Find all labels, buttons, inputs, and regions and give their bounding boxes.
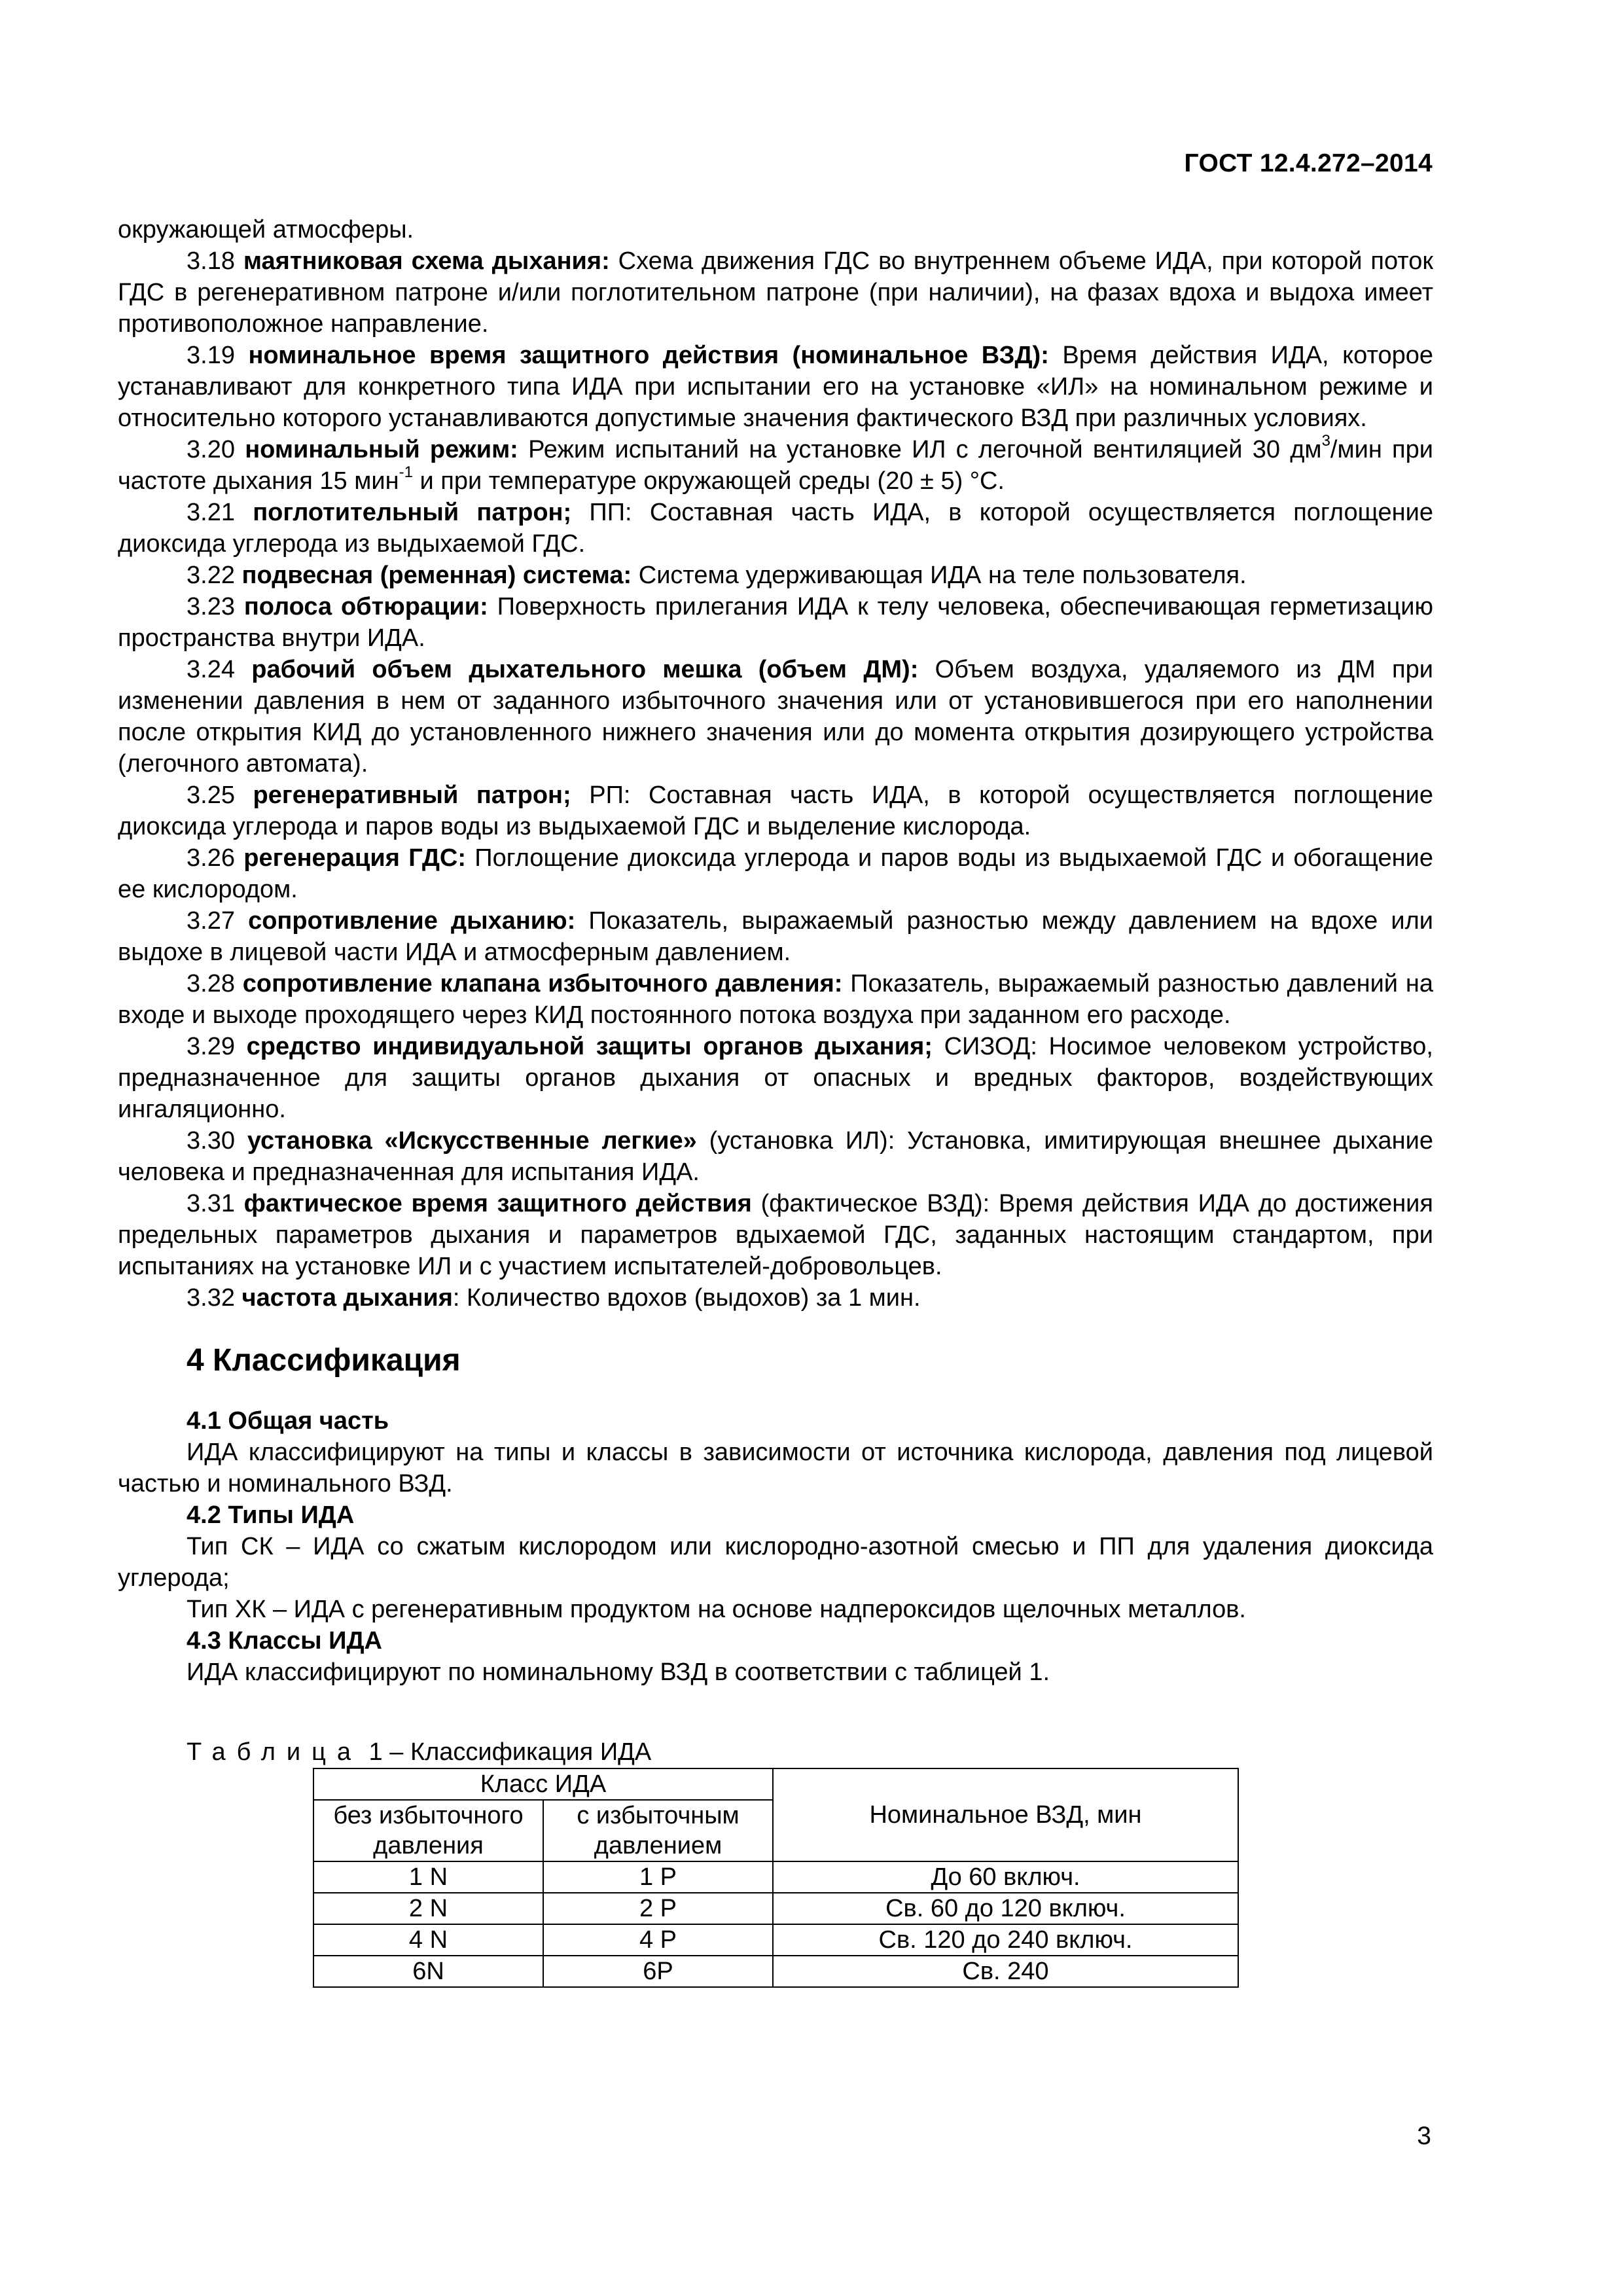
clause-number: 3.23	[187, 593, 244, 620]
table-cell: 1 N	[313, 1861, 543, 1893]
definition-text: Поглощение диоксида углерода и паров воды из выдыхаемой ГДС и обогащение ее кислородом.	[118, 844, 1433, 903]
clause-number: 3.19	[187, 342, 249, 369]
subsection-4-2-title: 4.2 Типы ИДА	[187, 1501, 355, 1529]
term: полоса обтюрации:	[243, 593, 488, 620]
term: регенеративный патрон;	[253, 781, 571, 809]
term: фактическое время защитного действия	[243, 1190, 752, 1217]
table-header-cell: с избыточным давлением	[543, 1800, 773, 1861]
definition-3-18	[118, 245, 1433, 340]
table-cell: 6P	[543, 1956, 773, 1987]
clause-number: 3.25	[187, 781, 253, 809]
subsection-4-1-text: ИДА классифицируют на типы и классы в зависимости от источника кислорода, давления под лицевой частью и номинального ВЗД.	[118, 1439, 1433, 1498]
table-header-cell: без избыточного давления	[313, 1800, 543, 1861]
definition-text: ПП: Составная часть ИДА, в которой осуществляется поглощение диоксида углерода из выдыхаемой ГДС.	[118, 499, 1433, 558]
table-header-row	[313, 1768, 1238, 1800]
clause-number: 3.28	[187, 970, 243, 997]
page-number: 3	[1417, 2122, 1431, 2150]
definition-3-28	[118, 968, 1433, 1031]
table-row	[313, 1861, 1238, 1893]
table-cell: Св. 60 до 120 включ.	[773, 1893, 1238, 1924]
table-group-header: Класс ИДА	[313, 1768, 773, 1800]
definition-text: : Количество вдохов (выдохов) за 1 мин.	[452, 1284, 921, 1312]
definition-3-19	[118, 340, 1433, 434]
definition-text: Показатель, выражаемый разностью давлений на входе и выходе проходящего через КИД постоянного потока воздуха при заданном его расходе.	[118, 970, 1433, 1029]
definition-3-32	[118, 1282, 1433, 1314]
table-caption	[118, 1736, 1433, 1768]
term: регенерация ГДС:	[243, 844, 466, 872]
document-header: ГОСТ 12.4.272–2014	[1184, 149, 1433, 177]
term: средство индивидуальной защиты органов дыхания;	[246, 1033, 933, 1060]
subsection-4-3-title: 4.3 Классы ИДА	[187, 1627, 382, 1655]
clause-number: 3.32	[187, 1284, 242, 1312]
term: номинальный режим:	[245, 436, 518, 463]
term: сопротивление клапана избыточного давления:	[242, 970, 843, 997]
subsection-4-3-text: ИДА классифицируют по номинальному ВЗД в соответствии с таблицей 1.	[187, 1659, 1050, 1686]
clause-number: 3.20	[187, 436, 245, 463]
superscript: 3	[1321, 432, 1330, 450]
table-row	[313, 1893, 1238, 1924]
table-cell: 2 P	[543, 1893, 773, 1924]
definition-3-27	[118, 905, 1433, 968]
definition-3-24	[118, 654, 1433, 780]
clause-number: 3.27	[187, 907, 249, 935]
definition-3-25	[118, 780, 1433, 842]
section-4-title: 4 Классификация	[187, 1343, 461, 1378]
definition-text: (фактическое ВЗД): Время действия ИДА до достижения предельных параметров дыхания и параметров вдыхаемой ГДС, заданных настоящим стандартом, при испытаниях на установке ИЛ и с участием испытателей-добровольцев.	[118, 1190, 1433, 1280]
term: поглотительный патрон;	[253, 499, 572, 526]
definition-text: РП: Составная часть ИДА, в которой осуществляется поглощение диоксида углерода и паров воды из выдыхаемой ГДС и выделение кислорода.	[118, 781, 1433, 840]
term: подвесная (ременная) система:	[241, 562, 632, 589]
table-caption-label: Таблица	[187, 1738, 362, 1766]
table-cell: До 60 включ.	[773, 1861, 1238, 1893]
clause-number: 3.22	[187, 562, 242, 589]
definition-3-22	[118, 560, 1433, 591]
definition-text: Схема движения ГДС во внутреннем объеме ИДА, при которой поток ГДС в регенеративном патроне и/или поглотительном патроне (при наличии), на фазах вдоха и выдоха имеет противоположное направление.	[118, 247, 1433, 338]
definition-text: и при температуре окружающей среды (20 ± 5) °С.	[412, 467, 1005, 495]
table-cell: 6N	[313, 1956, 543, 1987]
definition-text: Время действия ИДА, которое устанавливают для конкретного типа ИДА при испытании его на установке «ИЛ» на номинальном режиме и относительно которого устанавливаются допустимые значения фактического ВЗД при различных условиях.	[118, 342, 1433, 432]
clause-number: 3.30	[187, 1127, 247, 1155]
clause-number: 3.29	[187, 1033, 247, 1060]
definition-text: /мин при частоте дыхания 15 мин	[118, 436, 1433, 495]
definition-text: Показатель, выражаемый разностью между давлением на вдохе или выдохе в лицевой части ИДА и атмосферным давлением.	[118, 907, 1433, 966]
definition-text: Режим испытаний на установке ИЛ с легочной вентиляцией 30 дм	[518, 436, 1322, 463]
term: рабочий объем дыхательного мешка (объем ДМ):	[251, 656, 919, 683]
table-cell: Св. 240	[773, 1956, 1238, 1987]
superscript: -1	[399, 463, 413, 482]
definition-text: Объем воздуха, удаляемого из ДМ при изменении давления в нем от заданного избыточного значения или от установившегося при его наполнении после открытия КИД до установленного нижнего значения или до момента открытия дозирующего устройства (легочного автомата).	[118, 656, 1433, 778]
table-row	[313, 1956, 1238, 1987]
document-body	[118, 214, 1433, 1988]
definition-3-29	[118, 1031, 1433, 1125]
definition-text: СИЗОД: Носимое человеком устройство, предназначенное для защиты органов дыхания от опасных и вредных факторов, воздействующих ингаляционно.	[118, 1033, 1433, 1123]
table-cell: 1 P	[543, 1861, 773, 1893]
table-cell: 2 N	[313, 1893, 543, 1924]
table-header-cell: Номинальное ВЗД, мин	[773, 1768, 1238, 1861]
subsection-4-1-title: 4.1 Общая часть	[187, 1407, 389, 1435]
table-row	[313, 1924, 1238, 1956]
definition-text: Поверхность прилегания ИДА к телу человека, обеспечивающая герметизацию пространства внутри ИДА.	[118, 593, 1433, 652]
definition-3-31	[118, 1188, 1433, 1282]
paragraph-continuation: окружающей атмосферы.	[118, 216, 414, 243]
table-cell: 4 P	[543, 1924, 773, 1956]
definition-3-23	[118, 591, 1433, 654]
clause-number: 3.26	[187, 844, 244, 872]
term: сопротивление дыханию:	[248, 907, 576, 935]
classification-table	[313, 1768, 1239, 1988]
clause-number: 3.31	[187, 1190, 244, 1217]
definition-3-21	[118, 497, 1433, 560]
definition-3-26	[118, 842, 1433, 905]
table-cell: 4 N	[313, 1924, 543, 1956]
term: маятниковая схема дыхания:	[243, 247, 610, 275]
definition-text: (установка ИЛ): Установка, имитирующая внешнее дыхание человека и предназначенная для испытания ИДА.	[118, 1127, 1433, 1186]
type-hk-item: Тип ХК – ИДА с регенеративным продуктом на основе надпероксидов щелочных металлов.	[187, 1596, 1246, 1623]
clause-number: 3.21	[187, 499, 253, 526]
table-caption-text: 1 – Классификация ИДА	[362, 1738, 652, 1766]
term: частота дыхания	[241, 1284, 453, 1312]
term: номинальное время защитного действия (номинальное ВЗД):	[248, 342, 1049, 369]
clause-number: 3.18	[187, 247, 243, 275]
term: установка «Искусственные легкие»	[247, 1127, 697, 1155]
type-sk-item: Тип СК – ИДА со сжатым кислородом или кислородно-азотной смесью и ПП для удаления диоксида углерода;	[118, 1533, 1433, 1592]
clause-number: 3.24	[187, 656, 252, 683]
definition-3-30	[118, 1125, 1433, 1188]
definition-text: Система удерживающая ИДА на теле пользователя.	[632, 562, 1247, 589]
table-cell: Св. 120 до 240 включ.	[773, 1924, 1238, 1956]
definition-3-20	[118, 434, 1433, 497]
